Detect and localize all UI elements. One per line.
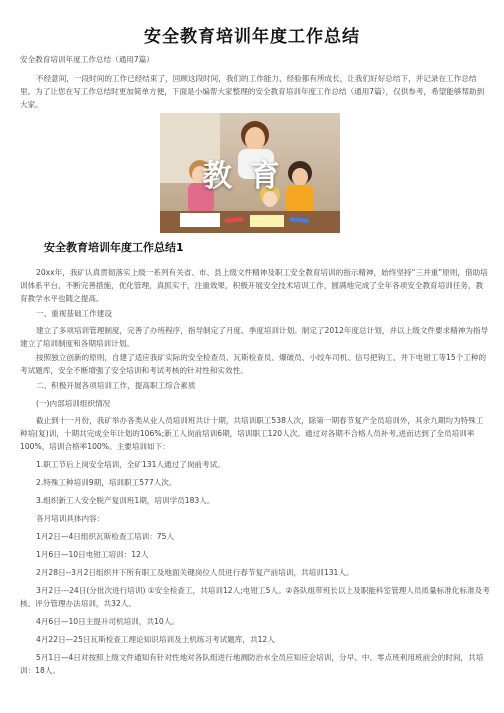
- intro-paragraph: 不经意间，一段时间的工作已经结束了，回顾这段时间，我们的工作能力、经验都有所成长，让我们好好总结下，并记录在工作总结里。为了让您在写工作总结时更加简单方便，下面是小编帮大家整理的安全教育培训年度工作总结（通用7篇），仅供参考，希望能够帮助到大家。: [20, 74, 485, 109]
- paragraph-9: 2.特殊工种培训9期，培训职工577人次。: [36, 478, 177, 487]
- paragraph-7: 截止到十一月份，我矿举办各类从业人员培训班共计十期，共培训职工538人次，除第一期春节复产全员培训外，其余九期均为特殊工种培(复)训，十期共完成全年计划的106%;新工人岗前培训6期，培训职工120人次。通过对各期不合格人员补考,进而达到了全员培训率100%，培训合格率100%。主要培训如下：: [20, 416, 484, 451]
- paragraph-6: (一)内部培训组织情况: [36, 399, 111, 408]
- paragraph-16: 4月6日—10日主提升司机培训，共10人。: [36, 617, 179, 626]
- paragraph-2: 一、重视基础工作建设: [36, 309, 112, 318]
- document-title: 安全教育培训年度工作总结: [144, 27, 360, 47]
- paragraph-8: 1.职工节后上岗安全培训，全矿131人通过了岗前考试。: [36, 460, 225, 469]
- paragraph-13: 1月6日—10日电钳工培训：12人: [36, 550, 149, 559]
- paragraph-14: 2月28日--3月2日组织井下所有职工及地面关键岗位人员进行春节复产前培训，共培训131人。: [36, 568, 354, 577]
- education-photo: [160, 113, 340, 233]
- paragraph-5: 二、积极开展各项培训工作，提高职工综合素质: [36, 381, 196, 390]
- paragraph-3: 建立了多项培训管理制度，完善了办班程序，指导制定了月度、季度培训计划。制定了2012年度总计划，并以上级文件要求精神为指导建立了培训制度和各期培训计划。: [20, 326, 489, 348]
- paragraph-11: 各月培训具体内容：: [36, 514, 105, 523]
- paragraph-17: 4月22日—25日瓦斯检查工理论知识培训及上机练习考试题库，共12人: [36, 635, 275, 644]
- photo-overlay-text: 教育: [202, 159, 298, 194]
- section-title: 安全教育培训年度工作总结1: [44, 241, 184, 254]
- intro-line: 安全教育培训年度工作总结（通用7篇）: [20, 55, 154, 64]
- paragraph-18: 5月1日—4日对按照上级文件通知有针对性地对各队组进行地测防治水全员应知应会培训，分早、中、零点班利用班前会的时间，共培训：18人。: [20, 653, 484, 675]
- paragraph-4: 按照独立创新的原则，自建了适应我矿实际的安全检查员、瓦斯检查员、爆破员、小绞车司机、信号把钩工、井下电钳工等15个工种的考试题库，安全不断增强了安全培训和考试考核的针对性和实效性。: [20, 353, 487, 375]
- paragraph-10: 3.组织新工人安全脱产复训班1期，培训学员183人。: [36, 496, 215, 505]
- paragraph-15: 3月2日---24日(分批次进行培训) ①安全检查工，共培训12人;电钳工5人。②各队组带班长以上及职能科室管理人员质量标准化标准及考核、评分管理办法培训，共32人。: [20, 586, 490, 608]
- paragraph-1: 20xx年，我矿认真贯彻落实上级一系列有关省、市、县上级文件精神及职工安全教育培训的指示精神，始终坚持“三并重”原则，借助培训体系平台，不断完善措施，优化管理，真抓实干，注重效果，积极开展安全技术培训工作，圆满地完成了全年各项安全教育培训任务，教育教学水平也随之提高。: [20, 268, 488, 303]
- paragraph-12: 1月2日—4日组织瓦斯检查工培训：75人: [36, 532, 175, 541]
